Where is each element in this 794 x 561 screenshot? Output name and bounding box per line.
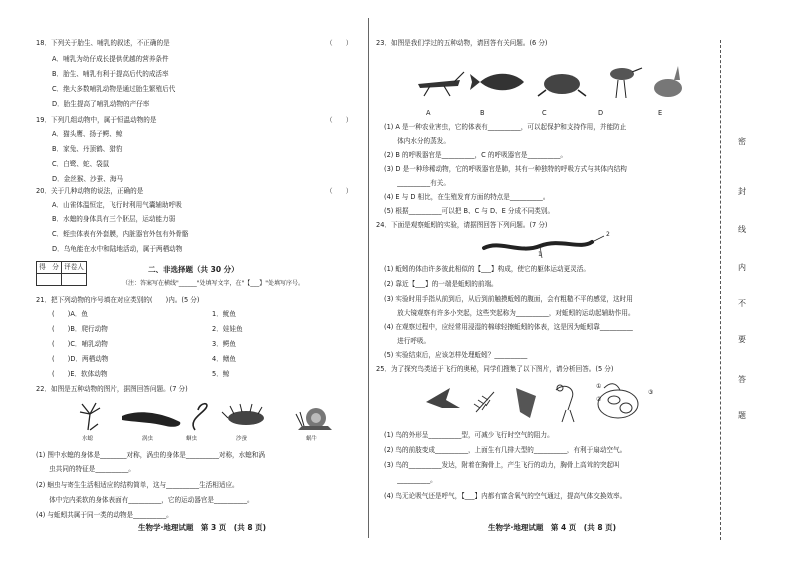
- q25-line-3: (3) 鸟的__________发达，附着在胸骨上，产生飞行的动力，胸骨上高耸的突起叫: [384, 461, 620, 469]
- q24-line-1: (1) 蚯蚓的体由许多彼此相似的【___】构成，使它的躯体运动更灵活。: [384, 265, 590, 273]
- page-divider: [368, 18, 369, 538]
- q23-stem: 23．如图是我们学过的五种动物，请回答有关问题。(6 分): [376, 39, 548, 47]
- q24-line-4: 放大镜观察有许多小突起，这些突起称为__________，对蚯蚓的运动起辅助作用。: [384, 309, 635, 317]
- binding-dashed-line: [720, 40, 721, 540]
- q25-fig-label-3: ③: [648, 389, 654, 396]
- q22-caption-sandworm: 沙蚕: [236, 436, 248, 442]
- q24-stem: 24．下面是观察蚯蚓的实验，请据图回答下列问题。(7 分): [376, 221, 548, 229]
- right-page: [370, 0, 710, 561]
- q23-label-d: D: [598, 109, 604, 117]
- q25-bird-figures: [420, 378, 660, 426]
- q21-animal-2: 2．娃娃鱼: [212, 325, 243, 333]
- binding-char-2: 封: [738, 187, 746, 196]
- q22-caption-snail: 蜗牛: [306, 436, 318, 442]
- q25-line-1: (1) 鸟的外形呈__________型，可减少飞行时空气的阻力。: [384, 431, 554, 439]
- q21-stem: 21．把下列动物的序号填在对应类别的( )内。(5 分): [36, 296, 200, 304]
- grasshopper-icon: [418, 72, 464, 96]
- fish-icon: [470, 74, 524, 91]
- q25-line-4: __________。: [384, 476, 437, 484]
- q21-animal-1: 1．鱿鱼: [212, 310, 236, 318]
- q25-fig-label-2: ②: [596, 396, 602, 403]
- label-2-leader: [592, 236, 604, 242]
- q23-line-4: (3) D 是一种珍稀动物，它的呼吸器官是肺，其有一种独特的呼吸方式与其体内结构: [384, 165, 627, 173]
- q22-line-1: (1) 图中水螅的身体是________对称，涡虫的身体是__________对称，水螅和涡: [36, 451, 266, 459]
- earthworm-icon: [484, 242, 592, 249]
- q19-stem: 19．下列几组动物中，属于恒温动物的是: [36, 116, 157, 124]
- hydra-icon: [80, 403, 100, 430]
- binding-char-6: 要: [738, 335, 746, 344]
- q20-option-b: B．水螅的身体具有三个胚层，运动能力弱: [52, 215, 176, 223]
- binding-char-7: 答: [738, 375, 746, 384]
- grader-label: 评卷人: [62, 262, 87, 274]
- q22-animal-figures: [70, 400, 360, 440]
- q19-option-d: D．金丝猴、沙蚕、海马: [52, 175, 124, 183]
- q21-category-d: ( )D．两栖动物: [52, 355, 109, 363]
- roundworm-icon: [193, 404, 207, 430]
- q21-category-a: ( )A．鱼: [52, 310, 89, 318]
- q23-label-a: A: [426, 109, 431, 117]
- feather-icon: [474, 392, 494, 412]
- q23-line-3: (2) B 的呼吸器官是__________，C 的呼吸器官是__________。: [384, 151, 568, 159]
- q24-fig-label-2: 2: [606, 231, 610, 238]
- binding-char-8: 题: [738, 411, 746, 420]
- flying-bird-icon: [426, 388, 460, 408]
- q20-option-d: D．乌龟能在水中和陆地活动，属于两栖动物: [52, 245, 183, 253]
- q18-answer-paren: （ ）: [326, 39, 353, 47]
- q23-line-5: __________有关。: [384, 179, 450, 187]
- section-note: （注：答案写在横线"______"处填写文字，在"【___】"处填写序号。: [122, 280, 305, 287]
- q21-animal-3: 3．鳄鱼: [212, 340, 236, 348]
- q24-line-5: (4) 在观察过程中，应经常用浸湿的棉球轻擦蚯蚓的体表，这是因为蚯蚓靠__________: [384, 323, 633, 331]
- q21-category-b: ( )B．爬行动物: [52, 325, 108, 333]
- air-sac-diagram-icon: [598, 384, 638, 418]
- q23-animal-figures: [410, 62, 690, 104]
- q23-label-e: E: [658, 109, 663, 117]
- q25-line-2: (2) 鸟的前肢变成__________，上面生有几排大型的__________，有利于扇动空气。: [384, 446, 627, 454]
- q19-option-a: A．猫头鹰、扬子鳄、鲸: [52, 130, 123, 138]
- q25-fig-label-1: ①: [596, 383, 602, 390]
- q22-line-2: 虫共同的特征是__________。: [36, 465, 135, 473]
- q18-option-b: B．胎生、哺乳有利于提高后代的成活率: [52, 70, 169, 78]
- section-title: 二、非选择题（共 30 分）: [148, 265, 239, 274]
- q24-line-3: (3) 实验时用手指从前到后，从后到前触摸蚯蚓的腹面，会有粗糙不平的感觉，这时用: [384, 295, 633, 303]
- binding-char-3: 线: [738, 225, 746, 234]
- q24-line-7: (5) 实验结束后，应该怎样处理蚯蚓？__________: [384, 351, 528, 359]
- q23-line-6: (4) E 与 D 相比，在生殖发育方面的特点是__________。: [384, 193, 550, 201]
- bird-icon: [610, 68, 642, 98]
- score-cell[interactable]: [37, 274, 62, 286]
- q18-stem: 18．下列关于胎生、哺乳的叙述，不正确的是: [36, 39, 170, 47]
- q22-stem: 22．如图是五种动物的图片，据图回答问题。(7 分): [36, 385, 188, 393]
- q23-line-1: (1) A 是一种农业害虫，它的体表有__________，可以起保护和支持作用，并能防止: [384, 123, 627, 131]
- bird-wing-icon: [516, 388, 536, 418]
- grader-cell[interactable]: [62, 274, 87, 286]
- q23-label-b: B: [480, 109, 485, 117]
- score-label: 得 分: [37, 262, 62, 274]
- q21-animal-5: 5．鲸: [212, 370, 230, 378]
- binding-char-5: 不: [738, 299, 746, 308]
- q20-stem: 20．关于几种动物的说法，正确的是: [36, 187, 144, 195]
- q19-answer-paren: （ ）: [326, 116, 353, 124]
- rabbit-icon: [654, 66, 682, 97]
- q21-category-e: ( )E．软体动物: [52, 370, 108, 378]
- q22-caption-hydra: 水螅: [82, 436, 94, 442]
- q18-option-a: A．哺乳为幼仔成长提供优越的营养条件: [52, 55, 169, 63]
- left-page: [0, 0, 368, 561]
- q25-line-5: (4) 鸟无论吸气还是呼气，【___】内都有富含氧气的空气通过，提高气体交换效率。: [384, 492, 627, 500]
- q22-line-5: (4) 与蚯蚓共属于同一类的动物是__________。: [36, 511, 173, 519]
- q21-category-c: ( )C．哺乳动物: [52, 340, 108, 348]
- q18-option-d: D．胎生提高了哺乳动物的产仔率: [52, 100, 150, 108]
- sandworm-icon: [222, 404, 264, 425]
- binding-char-1: 密: [738, 137, 746, 146]
- q23-label-c: C: [542, 109, 547, 117]
- q19-option-b: B．家兔、丹顶鹤、猎豹: [52, 145, 123, 153]
- q22-caption-flatworm: 涡虫: [142, 436, 154, 442]
- q20-answer-paren: （ ）: [326, 187, 353, 195]
- footer-page-3: 生物学·地理试题 第 3 页 (共 8 页): [138, 523, 267, 532]
- earthworm-figure: [480, 232, 610, 260]
- binding-char-4: 内: [738, 263, 746, 272]
- snail-icon: [296, 408, 332, 430]
- q24-line-2: (2) 靠近【___】的一端是蚯蚓的前端。: [384, 280, 498, 288]
- q23-line-7: (5) 根据__________可以把 B、C 与 D、E 分成不同类别。: [384, 207, 555, 215]
- q19-option-c: C．白鹭、蛇、袋鼠: [52, 160, 110, 168]
- q21-animal-4: 4．鳝鱼: [212, 355, 236, 363]
- q20-option-c: C．蛭虫体表有外套膜，内脏器官外包有外骨骼: [52, 230, 189, 238]
- q24-fig-label-1: 1: [538, 251, 542, 258]
- score-box: [36, 261, 87, 286]
- q22-caption-roundworm: 蛔虫: [186, 436, 198, 442]
- footer-page-4: 生物学·地理试题 第 4 页 (共 8 页): [488, 523, 617, 532]
- q20-option-a: A．山雀体温恒定，飞行时利用气囊辅助呼吸: [52, 201, 182, 209]
- q23-line-2: 体内水分的蒸发。: [384, 137, 450, 145]
- q25-stem: 25．为了探究鸟类适于飞行的奥秘，同学们搜集了以下图片，请分析回答。(5 分): [376, 365, 614, 373]
- flatworm-icon: [122, 412, 180, 427]
- q22-line-3: (2) 蛔虫与寄生生活相适应的结构简单，这与__________生活相适应。: [36, 481, 239, 489]
- frog-icon: [538, 74, 586, 96]
- bird-skeleton-icon: [556, 385, 574, 422]
- q24-line-6: 进行呼吸。: [384, 337, 431, 345]
- q22-line-4: 体中完内柔软的身体表面有__________，它的运动器官是__________。: [36, 496, 254, 504]
- q18-option-c: C．绝大多数哺乳动物是通过胎生繁殖后代: [52, 85, 176, 93]
